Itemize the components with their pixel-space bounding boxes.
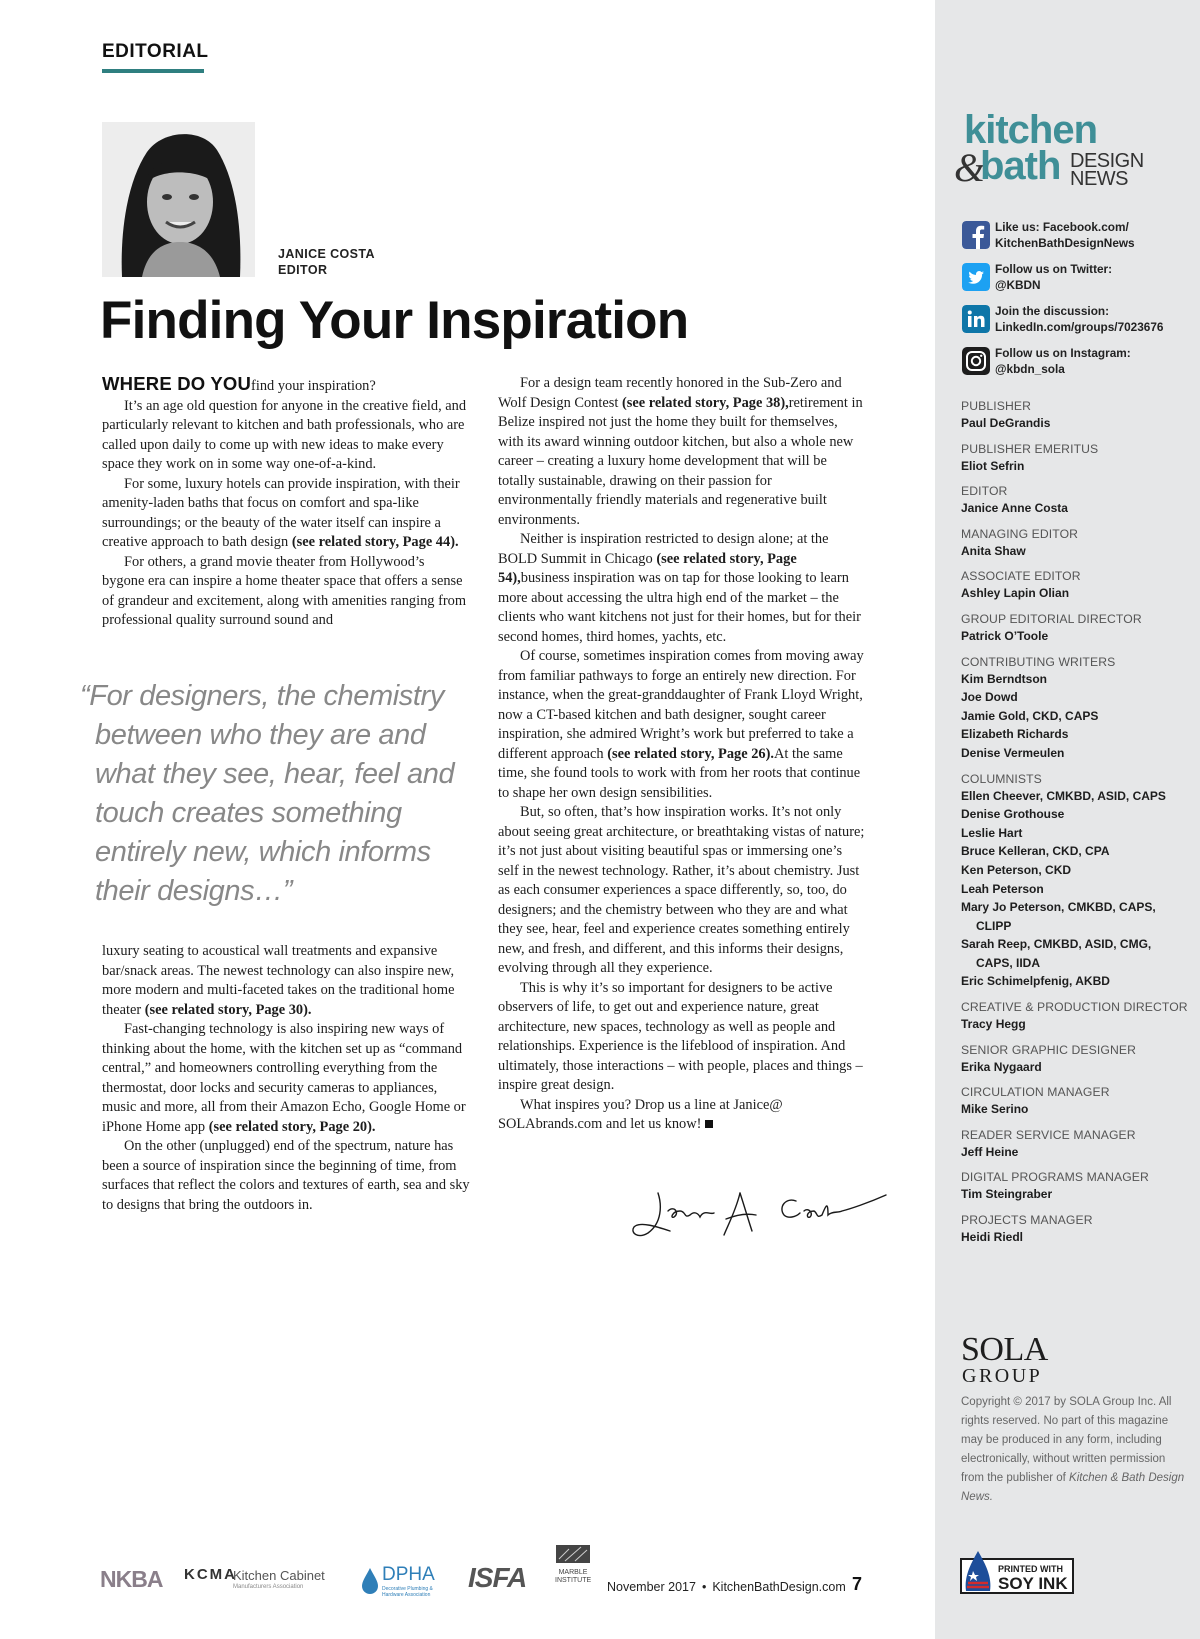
story-reference: (see related story, Page 38), [621,394,789,411]
staff-name: Jamie Gold, CKD, CAPS [961,708,1099,723]
staff-name: Kim Berndtson [961,671,1048,686]
story-reference: (see related story, Page 26). [607,745,774,762]
byline [278,246,375,278]
staff-role: CIRCULATION MANAGER [961,1085,1110,1100]
kcma-name: Kitchen Cabinet [233,1568,325,1583]
staff-name: Mary Jo Peterson, CMKBD, CAPS, [961,900,1156,915]
marble-block-icon [555,1544,591,1564]
social-twitter[interactable]: Follow us on Twitter: @KBDN [962,261,1192,295]
staff-name: Jeff Heine [961,1144,1019,1159]
paragraph-1: WHERE DO YOUfind your inspiration? [102,373,376,394]
staff-group [961,999,1191,1034]
kbdn-logo: kitchen & bath DESIGN NEWS [954,108,1144,190]
staff-role: PUBLISHER [961,399,1031,413]
paragraph-2: It’s an age old question for anyone in the creative field, and particularly relevant to kitchen and bath professionals, who are called upon daily to come up with new ideas to make every space they work on in some way one-of-a-kind. [102,397,467,472]
staff-name: Erika Nygaard [961,1059,1042,1074]
staff-name: Ellen Cheever, CMKBD, ASID, CAPS [961,788,1166,803]
paragraph-4: For others, a grand movie theater from Hollywood’s bygone era can inspire a home theater space that offers a sense of grandeur and excitement, along with amenities ranging from professional quality surround sound and [102,553,467,628]
paragraph-8: For a design team recently honored in the Sub-Zero and Wolf Design Contest (see related story, Page 38),retirement in Belize inspired not just the home they built for themselves, with its award winning outdoor kitchen, but also a whole new career – creating a luxury home development that will be totally sustainable, drawing on their passion for environmentally friendly materials and regenerative built environments. [498,375,863,528]
website-link[interactable]: KitchenBathDesign.com [712,1580,846,1594]
staff-role: PROJECTS MANAGER [961,1213,1093,1228]
byline-title: EDITOR [278,263,328,277]
linkedin-icon [962,305,990,333]
staff-name: Elizabeth Richards [961,727,1069,742]
staff-role: COLUMNISTS [961,771,1042,786]
page-number: 7 [852,1574,863,1594]
section-label: EDITORIAL [102,41,209,62]
staff-group [961,654,1191,763]
nkba-logo: NKBA [100,1566,163,1592]
publication-name: Kitchen & Bath Design News. [961,1472,1185,1503]
staff-name: Anita Shaw [961,543,1026,558]
pull-quote-line: “For designers, the chemistry [80,680,444,712]
social-instagram[interactable]: Follow us on Instagram: @kbdn_sola [962,345,1192,379]
staff-group [961,1212,1191,1247]
staff-name: Leah Peterson [961,881,1044,896]
staff-role: ASSOCIATE EDITOR [961,569,1081,584]
kcma-subtitle: Manufacturers Association [233,1584,304,1590]
staff-name: CLIPP [976,918,1012,933]
paragraph-6: Fast-changing technology is also inspiring new ways of thinking about the home, with the kitchen set up as “command central,” and homeowners controlling everything from the thermostat, door locks and security cameras to appliances, music and more, all from their Amazon Echo, Google Home or iPhone Home app (see related story, Page 20). [102,1021,466,1135]
staff-group [961,1084,1191,1119]
soy-badge-line1: PRINTED WITH [998,1564,1063,1574]
pull-quote-line: what they see, hear, feel and [95,758,455,790]
pull-quote [80,677,480,911]
social-linkedin[interactable]: Join the discussion: LinkedIn.com/groups/7023676 [962,303,1192,337]
staff-group [961,526,1191,561]
staff-name: Eric Schimelpfenig, AKBD [961,974,1110,989]
pull-quote-line: their designs…” [95,875,293,907]
staff-name: Tracy Hegg [961,1017,1026,1032]
article-column-1-top [102,374,470,631]
staff-role: GROUP EDITORIAL DIRECTOR [961,611,1142,626]
water-drop-icon [360,1566,380,1596]
staff-name: Denise Vermeulen [961,745,1065,760]
staff-role: CREATIVE & PRODUCTION DIRECTOR [961,1000,1188,1015]
staff-group [961,1169,1191,1204]
staff-name: CAPS, IIDA [976,955,1041,970]
staff-group [961,611,1191,646]
issue-date: November 2017 [607,1580,696,1594]
end-mark-icon [705,1120,713,1128]
staff-name: Tim Steingraber [961,1187,1053,1202]
editor-signature [628,1175,890,1245]
association-logos [100,1544,600,1600]
staff-role: DIGITAL PROGRAMS MANAGER [961,1170,1149,1185]
staff-name: Ashley Lapin Olian [961,586,1070,601]
staff-role: PUBLISHER EMERITUS [961,441,1099,456]
staff-group [961,1127,1191,1162]
byline-name: JANICE COSTA [278,247,375,261]
staff-name: Patrick O’Toole [961,628,1049,643]
soy-badge-line2: SOY INK [998,1574,1068,1593]
lead-in: WHERE DO YOU [102,373,252,394]
editor-portrait [102,122,255,277]
story-reference: (see related story, Page 20). [208,1118,376,1135]
facebook-icon [962,221,990,249]
story-reference: (see related story, Page 30). [144,1001,312,1018]
paragraph-10: Of course, sometimes inspiration comes from moving away from familiar pathways to forge an entirely new direction. For instance, when the great-granddaughter of Frank Lloyd Wright, now a CT-based kitchen and bath designer, sought career inspiration, she admired Wright’s work but preferred to take a different approach (see related story, Page 26).At the same time, she found tools to work with from her roots that continue to shape her own design sensibilities. [498,648,864,801]
paragraph-13: What inspires you? Drop us a line at Janice@ SOLAbrands.com and let us know! [498,1096,783,1132]
soy-ink-badge [960,1547,1074,1595]
staff-name: Sarah Reep, CMKBD, ASID, CMG, [961,937,1152,952]
staff-name: Joe Dowd [961,690,1018,705]
article-column-2 [498,374,866,1135]
staff-name: Paul DeGrandis [961,416,1051,430]
staff-name: Mike Serino [961,1102,1029,1117]
section-rule [102,69,204,73]
instagram-icon [962,347,990,375]
staff-role: EDITOR [961,484,1008,499]
story-reference: (see related story, Page 54), [498,550,797,586]
paragraph-12: This is why it’s so important for designers to be active observers of life, to get out and experience nature, great architecture, new spaces, technology as well as people and relationships. Experience is the lifeblood of inspiration. And ultimately, those interactions – with people, places and things – inspire great design. [498,979,863,1093]
dpha-logo: DPHA [382,1564,435,1585]
copyright-notice: Copyright © 2017 by SOLA Group Inc. All rights reserved. No part of this magazine may be produced in any form, including electronically, without written permission from the publisher of Kitchen & Bath Design News. [961,1396,1185,1503]
pull-quote-line: between who they are and [95,719,426,751]
pull-quote-line: touch creates something [95,797,402,829]
staff-group [961,568,1191,603]
staff-role: CONTRIBUTING WRITERS [961,654,1116,669]
isfa-logo: ISFA [468,1562,527,1593]
staff-name: Bruce Kelleran, CKD, CPA [961,844,1110,859]
staff-role: MANAGING EDITOR [961,526,1079,541]
staff-group [961,771,1191,992]
story-reference: (see related story, Page 44). [291,534,459,550]
paragraph-11: But, so often, that’s how inspiration works. It’s not only about seeing great architecture, or breathtaking vistas of nature; it’s not just about visiting beautiful spas or immersing one’s self in the newest technology. Rather, it’s about chemistry. Just as each consumer experiences a space differently, so, too, do designers; and the chemistry between who they are and what they see, hear, feel and experience creates something entirely new, and fresh, and different, and this informs their designs, evolving through all they experience. [498,804,865,976]
staff-name: Eliot Sefrin [961,458,1025,473]
staff-group [961,398,1191,433]
paragraph-7: On the other (unplugged) end of the spectrum, nature has been a source of inspiration since the beginning of time, from surfaces that reflect the colors and textures of earth, sea and sky to designs that bring the outdoors in. [102,1138,470,1213]
article-column-1-bottom [102,942,470,1215]
staff-list [961,398,1191,1255]
staff-name: Denise Grothouse [961,807,1065,822]
staff-name: Janice Anne Costa [961,501,1068,516]
dpha-subtitle: Decorative Plumbing & Hardware Association [382,1586,433,1598]
headline: Finding Your Inspiration [100,291,689,350]
staff-role: SENIOR GRAPHIC DESIGNER [961,1042,1136,1057]
social-facebook[interactable]: Like us: Facebook.com/ KitchenBathDesignNews [962,219,1192,253]
paragraph-5: luxury seating to acoustical wall treatments and expansive bar/snack areas. The newest technology can also inspire new, more modern and multi-faceted takes on the traditional home theater (see related story, Page 30). [102,943,455,1018]
staff-role: READER SERVICE MANAGER [961,1127,1136,1142]
kcma-logo: KCMA [184,1566,237,1583]
staff-name: Heidi Riedl [961,1230,1024,1245]
pull-quote-line: entirely new, which informs [95,836,431,868]
staff-group [961,1042,1191,1077]
staff-name: Leslie Hart [961,825,1023,840]
staff-group [961,483,1191,518]
twitter-icon [962,263,990,291]
staff-name: Ken Peterson, CKD [961,862,1072,877]
marble-institute-logo: MARBLE INSTITUTE [555,1544,591,1600]
staff-group [961,441,1191,476]
paragraph-9: Neither is inspiration restricted to design alone; at the BOLD Summit in Chicago (see related story, Page 54),business inspiration was on tap for those looking to learn more about accessing the ultra high end of the market – the clients who want kitchens not just for their homes, but for their second homes, third homes, yachts, etc. [498,531,861,645]
footer-info: November 2017 • KitchenBathDesign.com [607,1580,846,1594]
sola-group-logo: SOLA GROUP [961,1331,1048,1387]
paragraph-3: For some, luxury hotels can provide inspiration, with their amenity-laden baths that focus on comfort and spa-like surroundings; or the beauty of the water itself can inspire a creative approach to bath design (see related story, Page 44). [102,475,460,550]
